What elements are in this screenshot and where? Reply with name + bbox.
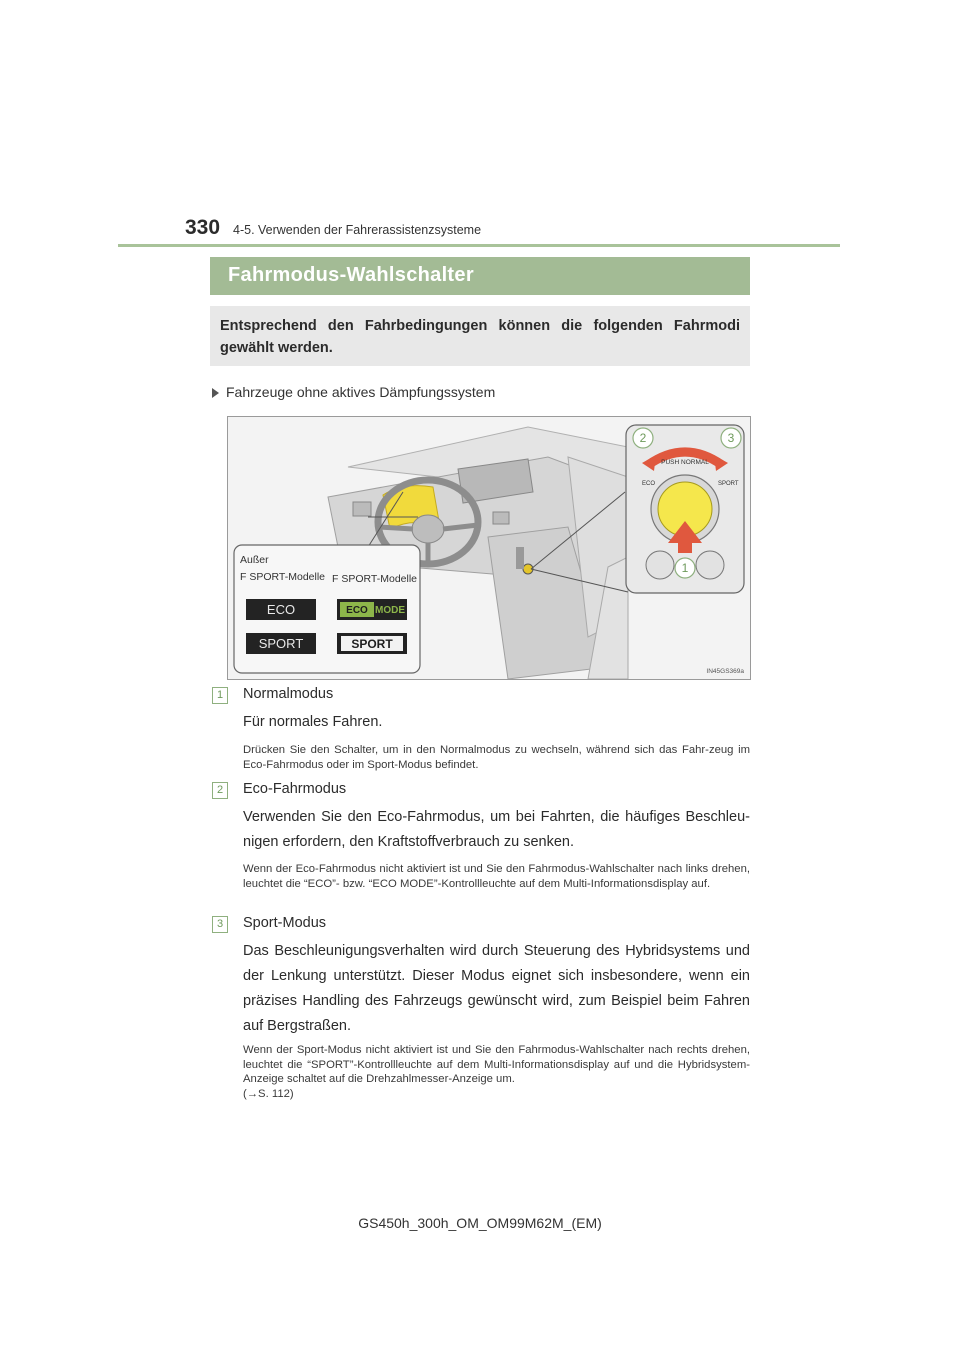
sport-indicator-fsport: SPORT: [351, 637, 393, 651]
footer-document-code: GS450h_300h_OM_OM99M62M_(EM): [358, 1215, 602, 1231]
item-1-body: Für normales Fahren.: [243, 714, 383, 730]
knob-push-normal-label: PUSH NORMAL: [661, 459, 709, 466]
item-3-title: Sport-Modus: [243, 915, 327, 931]
item-2-title: Eco-Fahrmodus: [243, 781, 347, 797]
header-divider: [118, 244, 840, 247]
section-title: Fahrmodus-Wahlschalter: [228, 264, 474, 286]
condition-text: Fahrzeuge ohne aktives Dämpfungssystem: [226, 384, 496, 400]
item-number-2: 2: [212, 782, 228, 799]
item-number-1: 1: [212, 687, 228, 704]
page-number: 330: [185, 216, 221, 239]
knob-sport-label: SPORT: [718, 481, 739, 487]
condition-line: [212, 384, 495, 400]
intro-text: Entsprechend den Fahrbedingungen können die folgenden Fahrmodi gewählt werden.: [220, 318, 740, 356]
sport-indicator-standard: SPORT: [258, 636, 304, 651]
item-2-note: Wenn der Eco-Fahrmodus nicht aktiviert ist und Sie den Fahrmodus-Wahlschalter nach links drehen, leuchtet die “ECO”- bzw. “ECO MODE”-Kontrollleuchte auf dem Multi-Informationsdisplay auf.: [243, 863, 750, 890]
eco-indicator-standard: ECO: [266, 602, 296, 617]
figure-code: IN45GS369a: [706, 668, 744, 675]
item-3-note: Wenn der Sport-Modus nicht aktiviert ist und Sie den Fahrmodus-Wahlschalter nach rechts drehen, leuchtet die “SPORT”-Kontrollleuchte auf dem Multi-Informationsdisplay auf und die Hybridsystem-Anzeige schaltet auf die Drehzahlmesser-Anzeige um.: [243, 1044, 750, 1085]
section-title-bar: [210, 257, 750, 295]
callout-3: 3: [727, 431, 735, 445]
label-ausser: Außer: [240, 554, 269, 566]
item-3-body: Das Beschleunigungsverhalten wird durch Steuerung des Hybridsystems und der Lenkung unterstützt. Dieser Modus eignet sich insbesondere, wenn ein präzises Handling des Fahrzeugs gewünscht wird, zum Beispiel beim Fahren auf Bergstraßen.: [243, 943, 750, 1034]
dashboard-illustration: [227, 416, 751, 680]
knob-eco-label: ECO: [642, 481, 656, 487]
eco-indicator-fsport: ECO: [346, 605, 368, 616]
item-1-title: Normalmodus: [243, 686, 334, 702]
triangle-bullet-icon: [212, 388, 219, 398]
item-number-3: 3: [212, 916, 228, 933]
callout-1: 1: [681, 561, 689, 575]
label-fsport-right: F SPORT-Modelle: [332, 573, 417, 585]
dashboard-drawing: [228, 417, 750, 679]
mode-indicator-fsport: MODE: [375, 605, 405, 616]
callout-2: 2: [639, 431, 647, 445]
intro-box: [210, 306, 750, 366]
section-heading: 4-5. Verwenden der Fahrerassistenzsysteme: [233, 223, 482, 237]
item-3-page-reference: (→S. 112): [243, 1088, 294, 1100]
label-fsport-left: F SPORT-Modelle: [240, 571, 325, 583]
item-2-body: Verwenden Sie den Eco-Fahrmodus, um bei Fahrten, die häufiges Beschleu-nigen erfordern, den Kraftstoffverbrauch zu senken.: [243, 809, 750, 850]
item-1-note: Drücken Sie den Schalter, um in den Normalmodus zu wechseln, während sich das Fahr-zeug im Eco-Fahrmodus oder im Sport-Modus befindet.: [243, 744, 750, 771]
